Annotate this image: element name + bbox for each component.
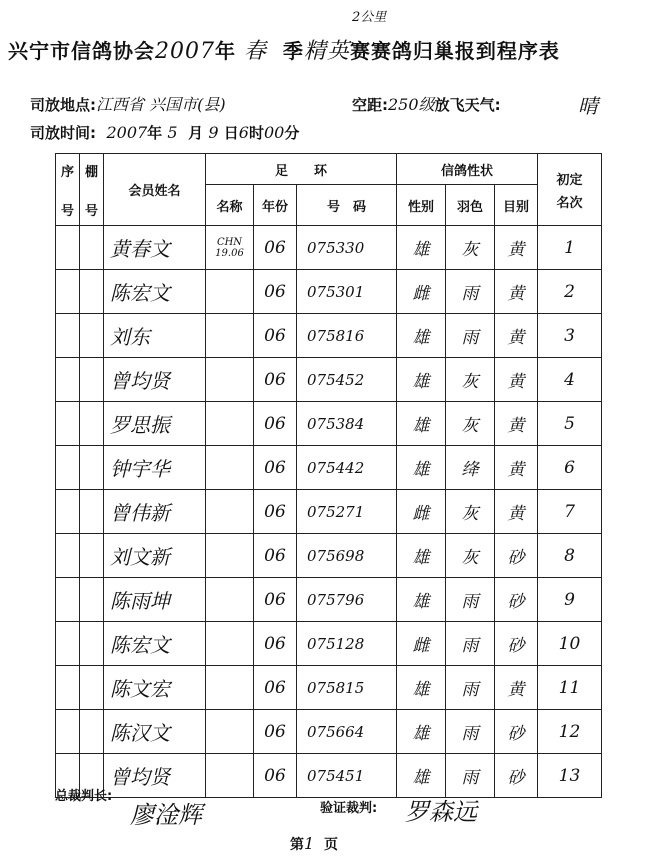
- cell-loft: [80, 358, 104, 402]
- cell-loft: [80, 402, 104, 446]
- cell-rank: 10: [538, 622, 602, 666]
- title-insert: 精英: [303, 39, 350, 64]
- cell-color: 雨: [446, 754, 495, 798]
- cell-ring-number: 075451: [297, 754, 397, 798]
- table-row: [56, 754, 602, 798]
- cell-member-name: 刘东: [104, 314, 206, 358]
- cell-sex: 雄: [397, 446, 446, 490]
- cell-seq: [56, 226, 80, 270]
- cell-color: 绛: [446, 446, 495, 490]
- header-eye: 目别: [495, 185, 538, 226]
- distance-line: [352, 92, 501, 115]
- cell-eye: 砂: [495, 622, 538, 666]
- title-year-unit: 年: [215, 39, 236, 63]
- cell-rank: 2: [538, 270, 602, 314]
- cell-loft: [80, 446, 104, 490]
- header-ring-name: 名称: [206, 185, 254, 226]
- cell-eye: 黄: [495, 270, 538, 314]
- cell-loft: [80, 314, 104, 358]
- cell-ring-year: 06: [254, 226, 297, 270]
- header-ring-year: 年份: [254, 185, 297, 226]
- distance-label: 空距:: [352, 96, 388, 114]
- cell-ring-name: [206, 446, 254, 490]
- table-row: [56, 358, 602, 402]
- cell-sex: 雄: [397, 666, 446, 710]
- cell-ring-year: 06: [254, 578, 297, 622]
- cell-rank: 9: [538, 578, 602, 622]
- cell-eye: 砂: [495, 534, 538, 578]
- header-rank: 初定 名次: [538, 154, 602, 226]
- title-mid: 季: [282, 39, 304, 63]
- table-row: [56, 490, 602, 534]
- release-month-unit: 月: [188, 124, 204, 142]
- cell-rank: 7: [538, 490, 602, 534]
- release-location-value: 江西省 兴国市(县): [96, 95, 226, 114]
- cell-ring-number: 075664: [297, 710, 397, 754]
- cell-ring-number: 075301: [297, 270, 397, 314]
- cell-ring-name: CHN 19.06: [206, 226, 254, 270]
- cell-ring-year: 06: [254, 446, 297, 490]
- cell-member-name: 陈汉文: [104, 710, 206, 754]
- cell-sex: 雄: [397, 710, 446, 754]
- cell-sex: 雌: [397, 270, 446, 314]
- cell-seq: [56, 534, 80, 578]
- cell-ring-name: [206, 402, 254, 446]
- cell-seq: [56, 446, 80, 490]
- cell-loft: [80, 270, 104, 314]
- title-prefix: 兴宁市信鸽协会: [8, 39, 155, 63]
- release-hour-unit: 时: [248, 124, 264, 142]
- cell-sex: 雄: [397, 226, 446, 270]
- cell-eye: 黄: [495, 666, 538, 710]
- cell-ring-year: 06: [254, 710, 297, 754]
- cell-ring-name: [206, 270, 254, 314]
- cell-sex: 雄: [397, 314, 446, 358]
- cell-rank: 3: [538, 314, 602, 358]
- cell-ring-year: 06: [254, 490, 297, 534]
- cell-ring-name: [206, 666, 254, 710]
- cell-seq: [56, 490, 80, 534]
- cell-ring-year: 06: [254, 314, 297, 358]
- release-year: 2007: [106, 123, 148, 142]
- release-minute-unit: 分: [284, 124, 300, 142]
- cell-loft: [80, 534, 104, 578]
- release-time-label: 司放时间:: [30, 124, 96, 142]
- table-row: [56, 534, 602, 578]
- cell-member-name: 陈宏文: [104, 270, 206, 314]
- release-location-line: [30, 92, 226, 115]
- cell-ring-number: 075384: [297, 402, 397, 446]
- table-row: [56, 402, 602, 446]
- table-row: [56, 622, 602, 666]
- cell-color: 灰: [446, 226, 495, 270]
- table-row: [56, 314, 602, 358]
- page-number-value: 1: [304, 834, 315, 853]
- cell-loft: [80, 578, 104, 622]
- verify-judge-label: 验证裁判:: [320, 801, 378, 816]
- table-row: [56, 578, 602, 622]
- title-insert-above: 2公里: [352, 10, 387, 25]
- cell-member-name: 钟宇华: [104, 446, 206, 490]
- header-pigeon-traits: 信鸽性状: [397, 154, 538, 185]
- cell-member-name: 刘文新: [104, 534, 206, 578]
- header-sex: 性别: [397, 185, 446, 226]
- weather-value-wrap: [578, 90, 598, 119]
- cell-ring-number: 075330: [297, 226, 397, 270]
- cell-color: 雨: [446, 622, 495, 666]
- cell-eye: 砂: [495, 754, 538, 798]
- header-seq: 序 号: [56, 154, 80, 226]
- cell-ring-number: 075815: [297, 666, 397, 710]
- cell-sex: 雄: [397, 754, 446, 798]
- release-day: 9: [208, 123, 219, 142]
- homing-report-table: [55, 153, 602, 798]
- cell-rank: 6: [538, 446, 602, 490]
- title-year: 2007: [155, 39, 215, 64]
- cell-ring-name: [206, 710, 254, 754]
- cell-seq: [56, 402, 80, 446]
- chief-judge-signature: 廖淦辉: [130, 801, 202, 829]
- release-hour: 6: [238, 123, 249, 142]
- cell-eye: 黄: [495, 446, 538, 490]
- cell-loft: [80, 710, 104, 754]
- release-day-unit: 日: [223, 124, 239, 142]
- cell-loft: [80, 622, 104, 666]
- cell-member-name: 罗思振: [104, 402, 206, 446]
- cell-sex: 雄: [397, 402, 446, 446]
- cell-seq: [56, 578, 80, 622]
- cell-sex: 雌: [397, 622, 446, 666]
- cell-loft: [80, 490, 104, 534]
- cell-loft: [80, 226, 104, 270]
- cell-seq: [56, 358, 80, 402]
- table-row: [56, 666, 602, 710]
- cell-sex: 雌: [397, 490, 446, 534]
- cell-ring-name: [206, 578, 254, 622]
- cell-ring-number: 075128: [297, 622, 397, 666]
- cell-color: 雨: [446, 270, 495, 314]
- cell-rank: 4: [538, 358, 602, 402]
- release-minute: 00: [263, 123, 285, 142]
- header-loft: 棚 号: [80, 154, 104, 226]
- cell-ring-name: [206, 622, 254, 666]
- cell-rank: 13: [538, 754, 602, 798]
- cell-color: 雨: [446, 578, 495, 622]
- cell-ring-year: 06: [254, 534, 297, 578]
- release-month: 5: [167, 123, 178, 142]
- verify-judge-signature: 罗森远: [405, 798, 477, 826]
- cell-ring-year: 06: [254, 402, 297, 446]
- cell-ring-name: [206, 754, 254, 798]
- cell-ring-name: [206, 490, 254, 534]
- cell-color: 灰: [446, 490, 495, 534]
- header-leg-ring: 足 环: [206, 154, 397, 185]
- cell-ring-number: 075698: [297, 534, 397, 578]
- cell-rank: 5: [538, 402, 602, 446]
- cell-eye: 黄: [495, 402, 538, 446]
- header-color: 羽色: [446, 185, 495, 226]
- cell-ring-year: 06: [254, 358, 297, 402]
- cell-ring-name: [206, 358, 254, 402]
- weather-value: 晴: [578, 94, 598, 118]
- cell-color: 灰: [446, 358, 495, 402]
- table-row: [56, 270, 602, 314]
- cell-ring-number: 075452: [297, 358, 397, 402]
- cell-ring-year: 06: [254, 666, 297, 710]
- release-year-unit: 年: [147, 124, 163, 142]
- cell-loft: [80, 666, 104, 710]
- cell-eye: 黄: [495, 490, 538, 534]
- document-title: [8, 34, 658, 65]
- cell-member-name: 曾均贤: [104, 358, 206, 402]
- weather-label: 放飞天气:: [434, 96, 501, 114]
- cell-member-name: 陈宏文: [104, 622, 206, 666]
- title-suffix: 赛赛鸽归巢报到程序表: [349, 39, 560, 63]
- cell-rank: 1: [538, 226, 602, 270]
- cell-ring-number: 075796: [297, 578, 397, 622]
- page-number: 第1 页: [290, 834, 338, 853]
- cell-seq: [56, 622, 80, 666]
- cell-color: 灰: [446, 534, 495, 578]
- cell-eye: 黄: [495, 314, 538, 358]
- cell-sex: 雄: [397, 578, 446, 622]
- cell-ring-number: 075442: [297, 446, 397, 490]
- release-location-label: 司放地点:: [30, 96, 96, 114]
- cell-ring-year: 06: [254, 622, 297, 666]
- cell-seq: [56, 270, 80, 314]
- cell-eye: 砂: [495, 710, 538, 754]
- cell-seq: [56, 666, 80, 710]
- release-time-line: [30, 122, 299, 143]
- cell-rank: 8: [538, 534, 602, 578]
- cell-ring-name: [206, 314, 254, 358]
- cell-rank: 11: [538, 666, 602, 710]
- cell-member-name: 陈雨坤: [104, 578, 206, 622]
- cell-rank: 12: [538, 710, 602, 754]
- cell-sex: 雄: [397, 358, 446, 402]
- cell-sex: 雄: [397, 534, 446, 578]
- header-ring-number: 号 码: [297, 185, 397, 226]
- cell-ring-year: 06: [254, 270, 297, 314]
- header-member-name: 会员姓名: [104, 154, 206, 226]
- cell-member-name: 陈文宏: [104, 666, 206, 710]
- cell-member-name: 曾伟新: [104, 490, 206, 534]
- cell-seq: [56, 710, 80, 754]
- cell-color: 雨: [446, 710, 495, 754]
- cell-eye: 黄: [495, 226, 538, 270]
- cell-color: 雨: [446, 314, 495, 358]
- cell-member-name: 黄春文: [104, 226, 206, 270]
- cell-ring-name: [206, 534, 254, 578]
- chief-judge-label: 总裁判长:: [55, 789, 113, 804]
- cell-color: 灰: [446, 402, 495, 446]
- distance-unit: 级: [418, 95, 435, 114]
- cell-ring-number: 075271: [297, 490, 397, 534]
- cell-seq: [56, 314, 80, 358]
- cell-member-name: 曾均贤: [104, 754, 206, 798]
- table-row: [56, 446, 602, 490]
- cell-ring-number: 075816: [297, 314, 397, 358]
- cell-ring-year: 06: [254, 754, 297, 798]
- distance-value: 250: [388, 95, 419, 114]
- cell-color: 雨: [446, 666, 495, 710]
- cell-eye: 黄: [495, 358, 538, 402]
- cell-eye: 砂: [495, 578, 538, 622]
- table-row: [56, 226, 602, 270]
- table-row: [56, 710, 602, 754]
- title-season: 春: [243, 39, 267, 64]
